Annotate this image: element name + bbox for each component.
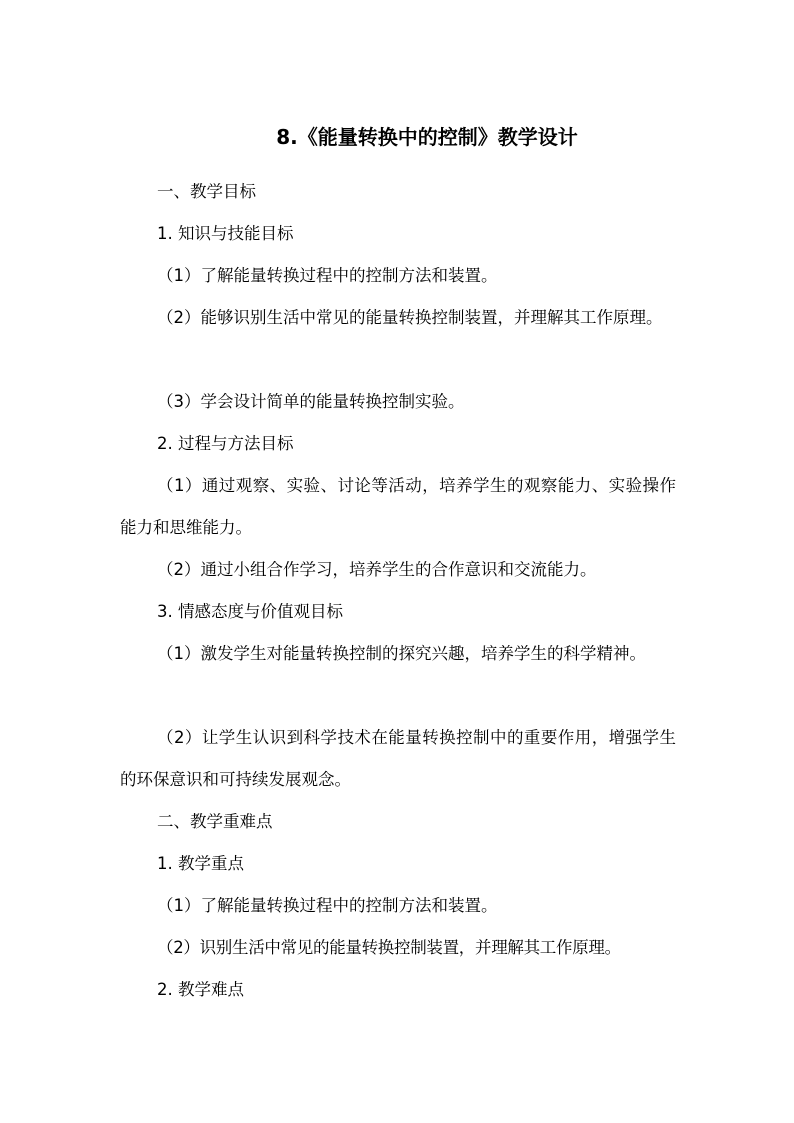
- section-heading-key-difficult: 二、教学重难点: [157, 812, 273, 831]
- paragraph: （2）让学生认识到科学技术在能量转换控制中的重要作用，增强学生的环保意识和可持续发展观念。: [120, 728, 676, 789]
- paragraph: （1）了解能量转换过程中的控制方法和装置。: [157, 896, 498, 915]
- paragraph: （1）激发学生对能量转换控制的探究兴趣，培养学生的科学精神。: [157, 644, 646, 663]
- section-heading-objectives: 一、教学目标: [157, 182, 256, 201]
- paragraph: （1）了解能量转换过程中的控制方法和装置。: [157, 266, 498, 285]
- subheading-difficult-points: 2. 教学难点: [157, 980, 244, 999]
- subheading-knowledge-skills: 1. 知识与技能目标: [157, 224, 294, 243]
- subheading-key-points: 1. 教学重点: [157, 854, 244, 873]
- paragraph: （3）学会设计简单的能量转换控制实验。: [157, 392, 465, 411]
- paragraph: （2）能够识别生活中常见的能量转换控制装置，并理解其工作原理。: [157, 308, 663, 327]
- subheading-process-method: 2. 过程与方法目标: [157, 434, 294, 453]
- paragraph: （1）通过观察、实验、讨论等活动，培养学生的观察能力、实验操作能力和思维能力。: [120, 476, 676, 537]
- paragraph: （2）识别生活中常见的能量转换控制装置，并理解其工作原理。: [157, 938, 621, 957]
- document-title: 8.《能量转换中的控制》教学设计: [276, 125, 578, 149]
- subheading-emotion-values: 3. 情感态度与价值观目标: [157, 602, 343, 621]
- paragraph: （2）通过小组合作学习，培养学生的合作意识和交流能力。: [157, 560, 597, 579]
